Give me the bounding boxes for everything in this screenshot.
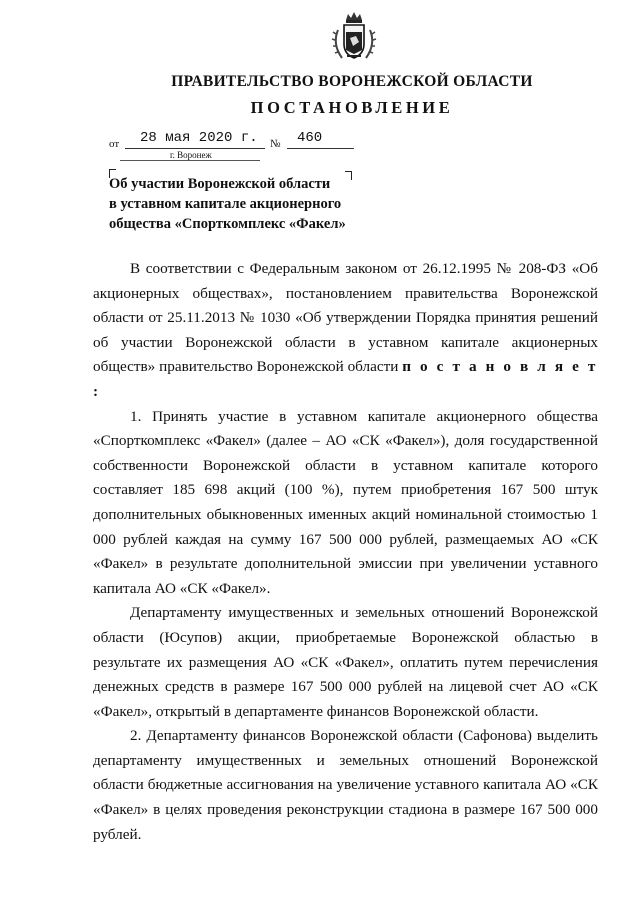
- item-2-paragraph: 2. Департаменту финансов Воронежской области (Сафонова) выделить департаменту имущественных и земельных отношений Воронежской области бюджетные ассигнования на увеличение уставного капитала АО «СК «Факел» в целях проведения реконструкции стадиона в размере 167 500 000 рублей.: [93, 727, 598, 843]
- number-prefix: №: [270, 138, 281, 150]
- document-number: 460: [297, 130, 323, 146]
- preamble-paragraph: [93, 257, 598, 405]
- item-1-paragraph: 1. Принять участие в уставном капитале акционерного общества «Спорткомплекс «Факел» (далее – АО «СК «Факел»), доля государственной собственности Воронежской области в уставном капитале которого составляет 185 698 акций (100 %), путем приобретения 167 500 штук дополнительных обыкновенных именных акций номинальной стоимостью 1 000 рублей каждая на сумму 167 500 000 рублей, размещаемых АО «СК «Факел» в результате дополнительной эмиссии при увеличении уставного капитала АО «СК «Факел».: [93, 407, 598, 597]
- document-title: [109, 174, 359, 234]
- title-line: в уставном капитале акционерного: [109, 196, 342, 212]
- title-line: Об участии Воронежской области: [109, 176, 331, 192]
- title-line: общества «Спорткомплекс «Факел»: [109, 216, 346, 232]
- document-body: [93, 257, 598, 847]
- item-1-continuation-paragraph: Департаменту имущественных и земельных отношений Воронежской области (Юсупов) акции, приобретаемые Воронежской областью в результате их размещения АО «СК «Факел», оплатить путем перечисления денежных средств в размере 167 500 000 рублей на лицевой счет АО «СК «Факел», открытый в департаменте финансов Воронежской области.: [93, 604, 598, 720]
- resolves-keyword: п о с т а н о в л я е т :: [93, 358, 598, 400]
- government-heading: ПРАВИТЕЛЬСТВО ВОРОНЕЖСКОЙ ОБЛАСТИ: [171, 73, 533, 90]
- date-prefix: от: [109, 138, 120, 150]
- coat-of-arms-icon: [326, 10, 382, 66]
- document-date: 28 мая 2020 г.: [140, 130, 258, 146]
- document-type-heading: ПОСТАНОВЛЕНИЕ: [250, 98, 454, 117]
- document-meta: [0, 128, 640, 150]
- city-label: г. Воронеж: [170, 150, 212, 160]
- preamble-text: В соответствии с Федеральным законом от 26.12.1995 № 208-ФЗ «Об акционерных обществах», постановлением правительства Воронежской области от 25.11.2013 № 1030 «Об утверждении Порядка принятия решений об участии Воронежской области в уставном капитале акционерных обществ» правительство Воронежской области: [93, 260, 598, 376]
